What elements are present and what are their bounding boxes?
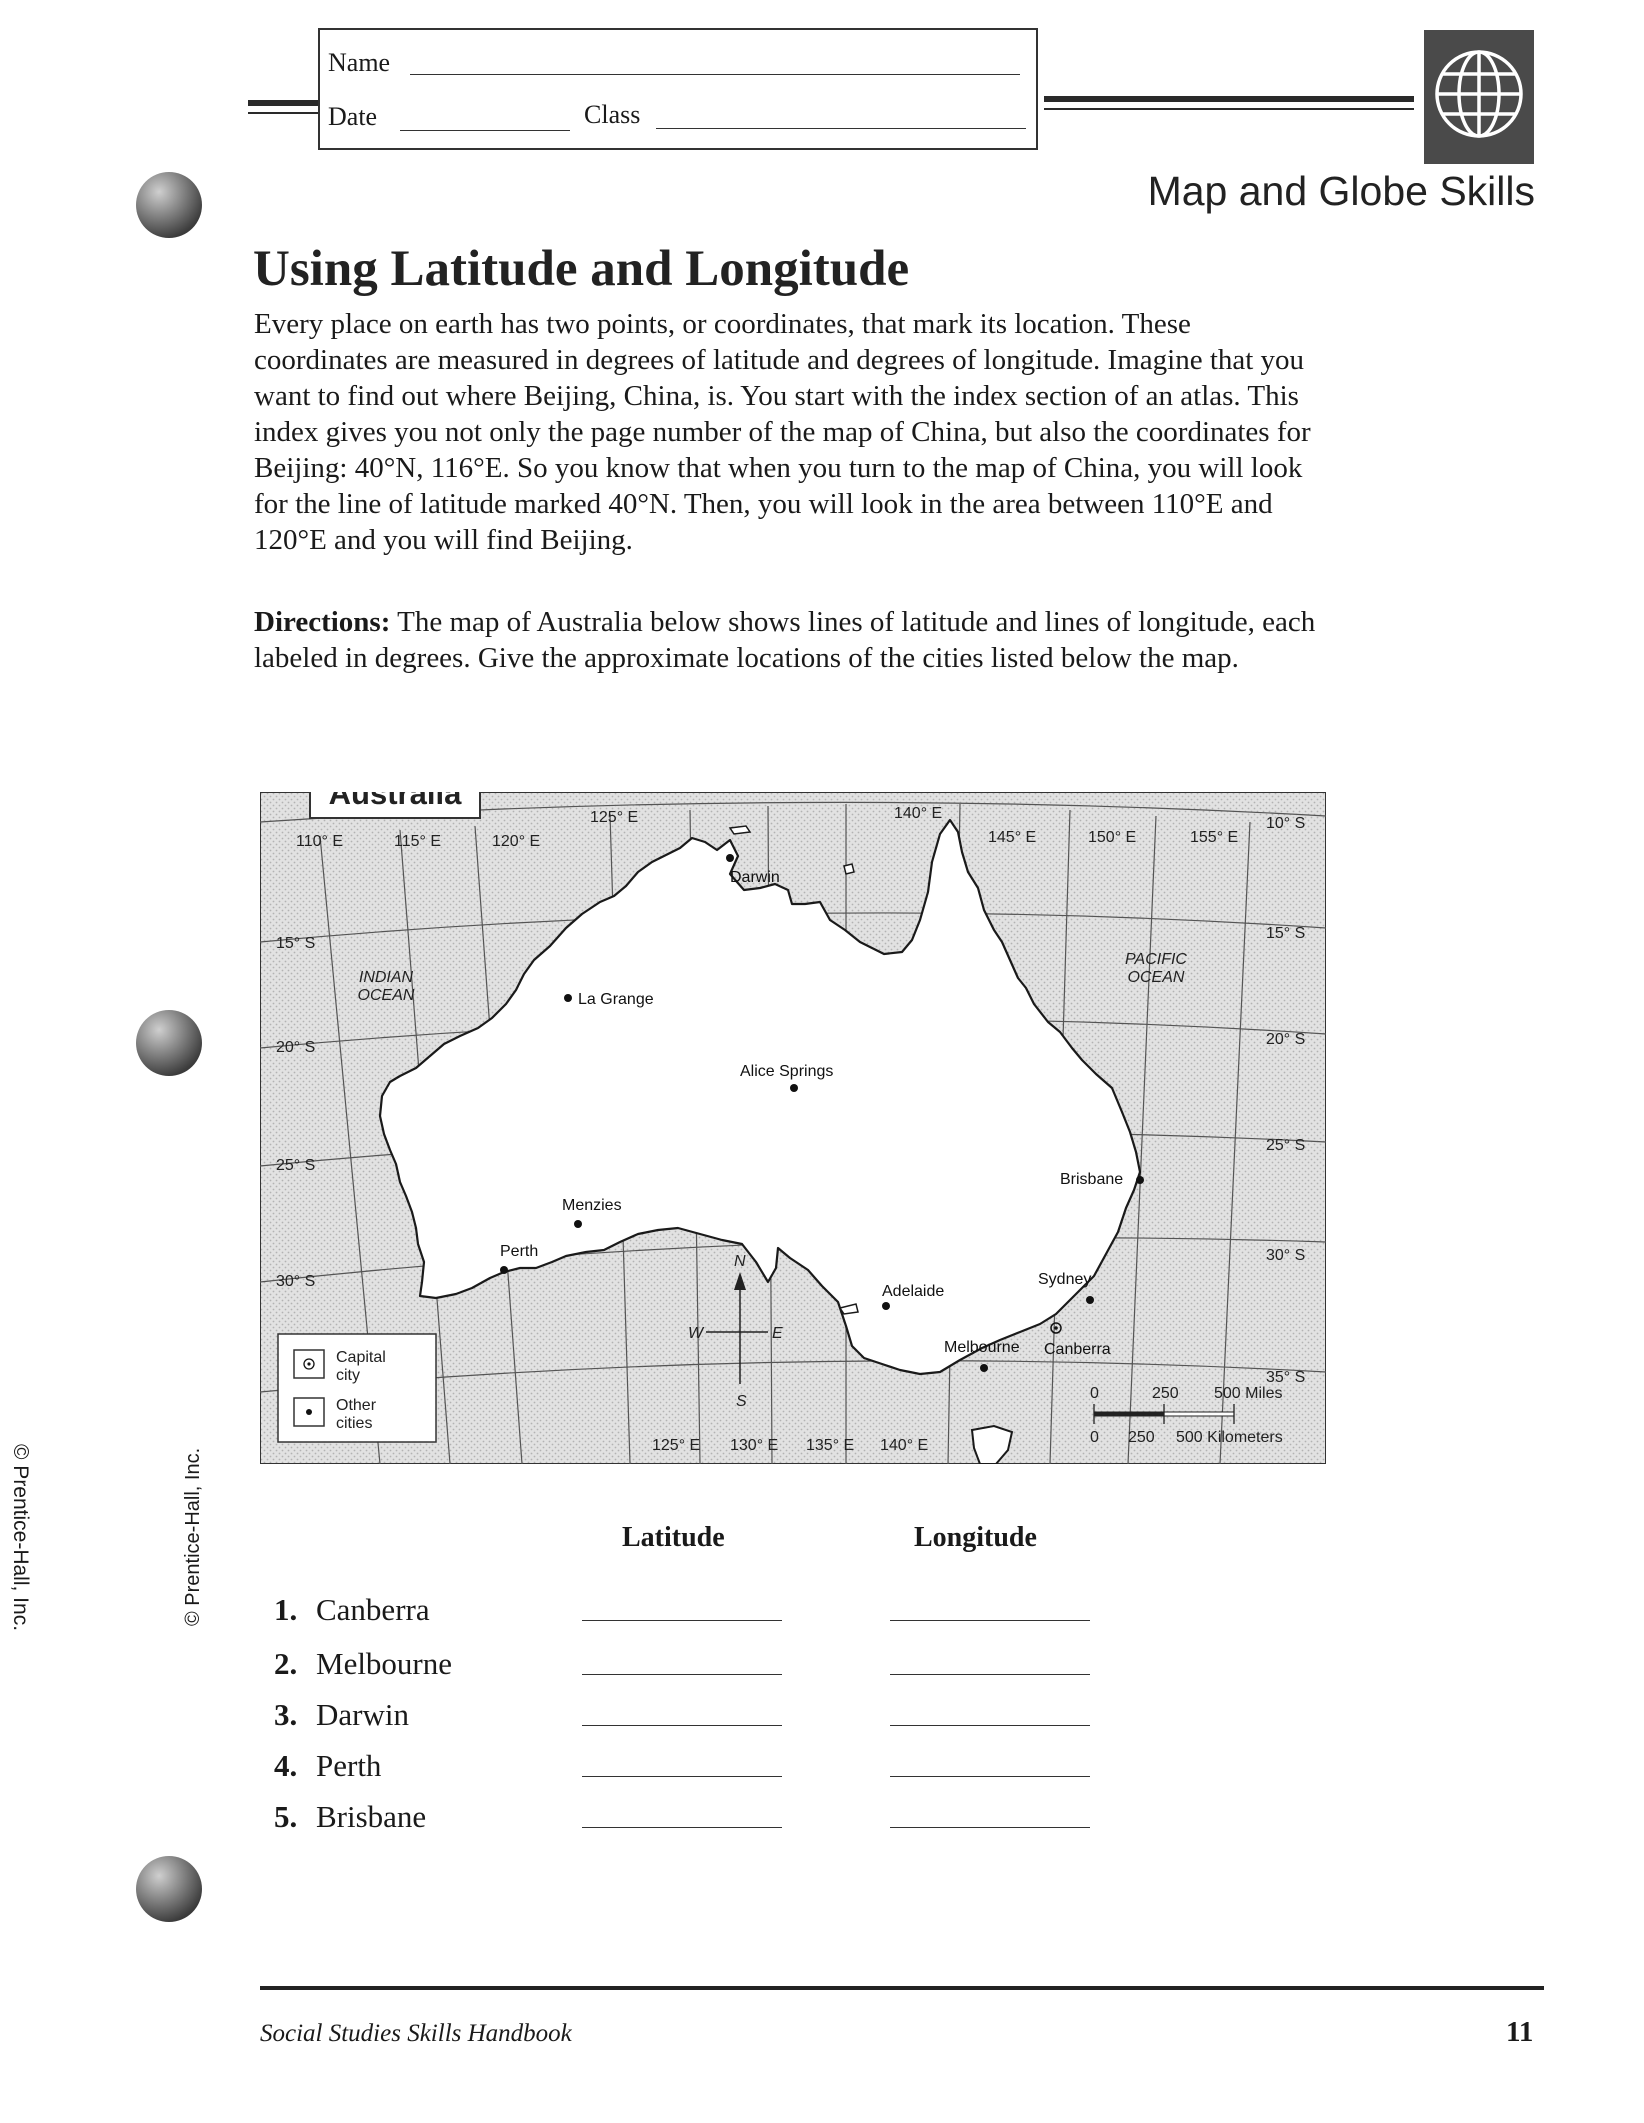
scale-km-0: 0 (1090, 1429, 1099, 1446)
longitude-answer-field[interactable] (890, 1725, 1090, 1726)
lon-label-bottom: 135° E (806, 1437, 855, 1454)
lon-label: 150° E (1088, 829, 1137, 846)
city-dot-alice-springs (790, 1084, 798, 1092)
header-rule-right-thin (1044, 108, 1414, 110)
compass-w: W (688, 1325, 704, 1342)
student-info-box (318, 28, 1038, 150)
scale-km-250: 250 (1128, 1429, 1155, 1446)
lat-label: 20° S (276, 1039, 316, 1056)
city-label-perth: Perth (500, 1243, 539, 1260)
capital-dot-canberra (1054, 1326, 1058, 1330)
copyright-outer: © Prentice-Hall, Inc. (9, 1444, 32, 1632)
legend-other-label: cities (336, 1415, 373, 1432)
question-number: 1. (274, 1592, 298, 1627)
question-city: Melbourne (316, 1646, 453, 1681)
map-legend (278, 1334, 436, 1442)
lon-label-bottom: 130° E (730, 1437, 779, 1454)
indian-ocean-label: OCEAN (357, 987, 415, 1004)
lat-label-right: 30° S (1266, 1247, 1306, 1264)
header-rule-left-thin (248, 112, 320, 114)
page-title: Using Latitude and Longitude (253, 241, 910, 297)
city-dot-darwin (726, 854, 734, 862)
lon-label-bottom: 140° E (880, 1437, 929, 1454)
compass-n: N (734, 1253, 746, 1270)
lon-label-bottom: 125° E (652, 1437, 701, 1454)
city-label-menzies: Menzies (562, 1197, 622, 1214)
lat-label-right: 20° S (1266, 1031, 1306, 1048)
name-label: Name (328, 48, 391, 77)
question-number: 2. (274, 1646, 298, 1681)
header-rule-left (248, 100, 320, 106)
city-label-canberra: Canberra (1044, 1341, 1111, 1358)
city-dot-perth (500, 1266, 508, 1274)
lon-label: 110° E (296, 833, 344, 850)
latitude-answer-field[interactable] (582, 1776, 782, 1777)
binder-hole-bottom (136, 1856, 202, 1922)
latitude-answer-field[interactable] (582, 1674, 782, 1675)
binder-hole-middle (136, 1010, 202, 1076)
scale-mi-0: 0 (1090, 1385, 1099, 1402)
compass-s: S (736, 1393, 747, 1410)
city-dot-brisbane (1136, 1176, 1144, 1184)
section-title: Map and Globe Skills (1147, 168, 1535, 214)
city-label-alice-springs: Alice Springs (740, 1063, 834, 1080)
gulf-island (844, 864, 854, 874)
question-number: 5. (274, 1799, 298, 1834)
longitude-answer-field[interactable] (890, 1674, 1090, 1675)
city-label-adelaide: Adelaide (882, 1283, 945, 1300)
lat-label-right: 25° S (1266, 1137, 1306, 1154)
city-label-la-grange: La Grange (578, 991, 654, 1008)
lon-label: 145° E (988, 829, 1037, 846)
city-dot-la-grange (564, 994, 572, 1002)
lat-label: 25° S (276, 1157, 316, 1174)
class-label: Class (584, 100, 641, 129)
intro-paragraph (254, 306, 1324, 558)
legend-capital-label: Capital (336, 1349, 386, 1366)
pacific-ocean-label: OCEAN (1127, 969, 1185, 986)
city-dot-menzies (574, 1220, 582, 1228)
lon-label: 140° E (894, 805, 943, 822)
question-city: Canberra (316, 1592, 430, 1627)
lon-label: 120° E (492, 833, 541, 850)
latitude-column-header: Latitude (622, 1522, 725, 1553)
lat-label: 30° S (276, 1273, 316, 1290)
lat-label-right: 10° S (1266, 815, 1306, 832)
date-field[interactable] (400, 130, 570, 131)
binder-hole-top (136, 172, 202, 238)
city-label-melbourne: Melbourne (944, 1339, 1020, 1356)
lon-label: 115° E (394, 833, 442, 850)
compass-e: E (772, 1325, 783, 1342)
longitude-column-header: Longitude (914, 1522, 1037, 1553)
name-field[interactable] (410, 74, 1020, 75)
scale-km-500: 500 Kilometers (1176, 1429, 1283, 1446)
lon-label: 125° E (590, 809, 639, 826)
legend-other-icon (306, 1409, 312, 1415)
header-rule-right (1044, 96, 1414, 102)
indian-ocean-label: INDIAN (358, 969, 414, 986)
question-city: Brisbane (316, 1799, 427, 1834)
directions-label: Directions: (254, 606, 391, 638)
latitude-answer-field[interactable] (582, 1725, 782, 1726)
question-city: Darwin (316, 1697, 409, 1732)
page-number: 11 (1506, 2016, 1534, 2048)
copyright-inner: © Prentice-Hall, Inc. (182, 1447, 204, 1626)
lat-label: 15° S (276, 935, 316, 952)
city-dot-melbourne (980, 1364, 988, 1372)
scale-mi-500: 500 Miles (1214, 1385, 1283, 1402)
australia-map (260, 792, 1326, 1464)
lon-label: 155° E (1190, 829, 1239, 846)
lat-label-right: 15° S (1266, 925, 1306, 942)
lat-label-right: 35° S (1266, 1369, 1306, 1386)
footer-book-title: Social Studies Skills Handbook (260, 2020, 572, 2047)
longitude-answer-field[interactable] (890, 1827, 1090, 1828)
directions-text: The map of Australia below shows lines of latitude and lines of longitude, each labeled in degrees. Give the approximate locations of the cities listed below the map. (254, 606, 1316, 674)
question-city: Perth (316, 1748, 382, 1783)
map-title: Australia (328, 792, 462, 811)
scale-mi-250: 250 (1152, 1385, 1179, 1402)
latitude-answer-field[interactable] (582, 1827, 782, 1828)
city-label-darwin: Darwin (730, 869, 780, 886)
directions-paragraph (254, 604, 1324, 676)
question-number: 4. (274, 1748, 298, 1783)
globe-icon (1424, 30, 1534, 164)
footer-rule (260, 1986, 1544, 1990)
latitude-answer-field[interactable] (582, 1620, 782, 1621)
pacific-ocean-label: PACIFIC (1125, 951, 1187, 968)
longitude-answer-field[interactable] (890, 1776, 1090, 1777)
question-number: 3. (274, 1697, 298, 1732)
city-dot-adelaide (882, 1302, 890, 1310)
class-field[interactable] (656, 128, 1026, 129)
date-label: Date (328, 102, 378, 131)
city-label-brisbane: Brisbane (1060, 1171, 1124, 1188)
longitude-answer-field[interactable] (890, 1620, 1090, 1621)
legend-capital-label: city (336, 1367, 360, 1384)
city-label-sydney: Sydney (1038, 1271, 1092, 1288)
melville-island (730, 826, 750, 834)
legend-other-label: Other (336, 1397, 377, 1414)
city-dot-sydney (1086, 1296, 1094, 1304)
intro-text: Every place on earth has two points, or coordinates, that mark its location. These coordinates are measured in degrees of latitude and degrees of longitude. Imagine that you want to find out where Beijing, China, is. You start with the index section of an atlas. This index gives you not only the page number of the map of China, but also the coordinates for Beijing: 40°N, 116°E. So you know that when you turn to the map of China, you will look for the line of latitude marked 40°N. Then, you will look in the area between 110°E and 120°E and you will find Beijing. (254, 308, 1311, 556)
